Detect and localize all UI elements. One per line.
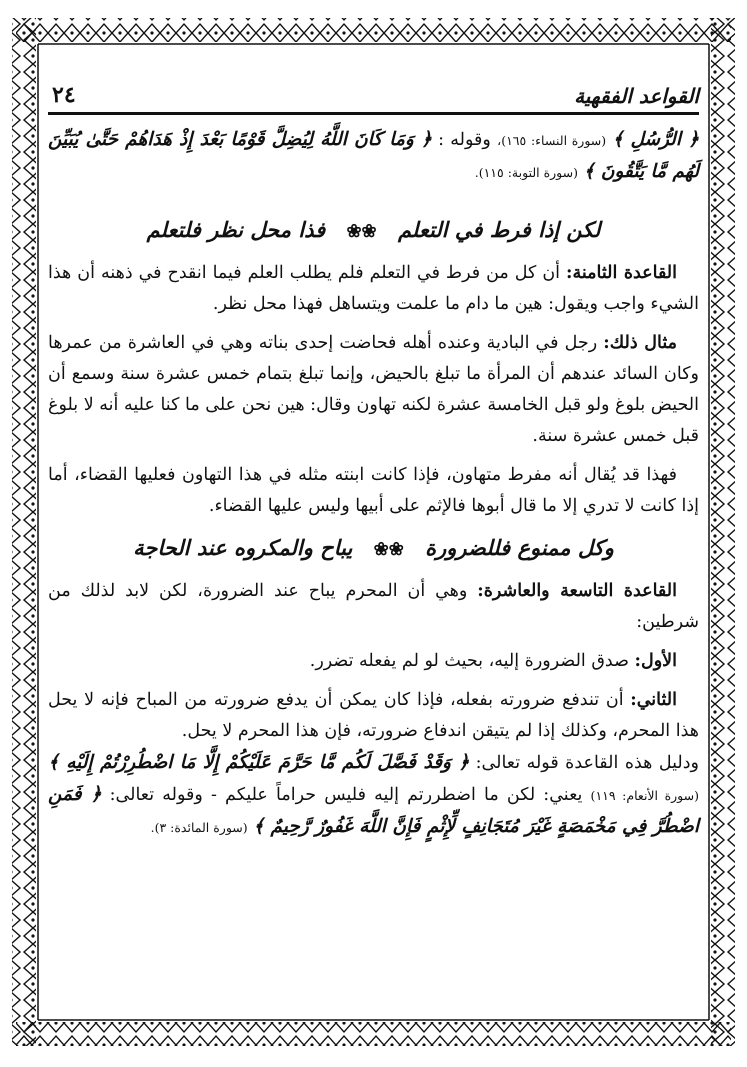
header-title: القواعد الفقهية xyxy=(574,84,699,108)
paragraph-text: صدق الضرورة إليه، بحيث لو لم يفعله تضرر. xyxy=(309,651,635,671)
flower-separator-icon: ❀❀ xyxy=(373,539,404,560)
condition-label: الأول: xyxy=(634,651,677,671)
paragraph-text: رجل في البادية وعنده أهله فحاضت إحدى بناته وهي في العاشرة من عمرها وكان السائد عندهم أن المرأة ما تبلغ بالحيض، وإنما تبلغ بتمام خمس عشرة سنة وسمع أن الحيض بلوغ ولو قبل الخامسة عشرة لكنه تهاون وقال: هين نحن على ما كنا عليه أنه لا بلوغ قبل خمس عشرة سنة. xyxy=(48,333,699,446)
paragraph-text: أن تندفع ضرورته بفعله، فإذا كان يمكن أن يدفع ضرورته من المباح فإنه لا يحل هذا المحرم، وكذلك إذا لم يتيقن اندفاع ضرورته، فإن هذا المحرم لا يحل. xyxy=(48,690,699,741)
poem-hemistich: فذا محل نظر فلتعلم xyxy=(146,217,326,242)
condition-first xyxy=(48,646,699,677)
page-number: ٢٤ xyxy=(52,82,76,108)
example-paragraph xyxy=(48,328,699,452)
page-header xyxy=(48,82,699,115)
page-body xyxy=(48,124,699,843)
rule-label: القاعدة الثامنة: xyxy=(566,263,677,283)
paragraph-text: أن كل من فرط في التعلم فلم يطلب العلم فيما انقدح في ذهنه أن هذا الشيء واجب ويقول: هين ما دام ما علمت ويتساهل فهذا محل نظر. xyxy=(48,263,699,314)
poem-line xyxy=(48,528,699,570)
verse-reference: (سورة النساء: ١٦٥)، xyxy=(497,133,607,148)
evidence-paragraph xyxy=(48,747,699,843)
poem-hemistich: وكل ممنوع فللضرورة xyxy=(425,535,614,560)
paragraph-verses-intro xyxy=(48,124,699,188)
quran-verse: ﴿ فَمَنِ اضْطُرَّ فِي مَخْمَصَةٍ غَيْرَ مُتَجَانِفٍ لِّإِثْمٍ فَإِنَّ اللَّهَ غَفُورٌ رَّحِيمٌ ﴾ xyxy=(48,784,699,837)
verse-reference: (سورة المائدة: ٣). xyxy=(150,820,248,835)
poem-line xyxy=(48,210,699,252)
rule-nine-ten xyxy=(48,576,699,638)
example-label: مثال ذلك: xyxy=(603,333,677,353)
paragraph-text: وهي أن المحرم يباح عند الضرورة، لكن لابد لذلك من شرطين: xyxy=(48,581,699,632)
verse-reference: (سورة التوبة: ١١٥). xyxy=(474,165,578,180)
condition-second xyxy=(48,685,699,747)
flower-separator-icon: ❀❀ xyxy=(346,221,377,242)
poem-hemistich: يباح والمكروه عند الحاجة xyxy=(133,535,353,560)
paragraph-text: ودليل هذه القاعدة قوله تعالى: xyxy=(469,753,699,773)
paragraph: فهذا قد يُقال أنه مفرط متهاون، فإذا كانت ابنته مثله في هذا التهاون فعليها القضاء، أما إذا كانت لا تدري إلا ما قال أبوها فالإثم على أبيها وليس عليها القضاء. xyxy=(48,465,699,516)
rule-label: القاعدة التاسعة والعاشرة: xyxy=(477,581,677,601)
quran-verse: ﴿ وَمَا كَانَ اللَّهُ لِيُضِلَّ قَوْمًا بَعْدَ إِذْ هَدَاهُمْ حَتَّىٰ يُبَيِّنَ لَهُم مَّا يَتَّقُونَ ﴾ xyxy=(48,129,699,182)
quran-verse: ﴿ وَقَدْ فَصَّلَ لَكُم مَّا حَرَّمَ عَلَيْكُمْ إِلَّا مَا اضْطُرِرْتُمْ إِلَيْهِ ﴾ xyxy=(48,752,470,773)
verse-reference: (سورة الأنعام: ١١٩) xyxy=(590,788,699,803)
paragraph-text: وقوله : xyxy=(431,130,491,150)
quran-verse: ﴿ الرُّسُلِ ﴾ xyxy=(612,129,699,150)
poem-hemistich: لكن إذا فرط في التعلم xyxy=(397,217,601,242)
rule-eight xyxy=(48,258,699,320)
paragraph-text: يعني: لكن ما اضطررتم إليه فليس حراماً عليكم - وقوله تعالى: xyxy=(101,785,583,805)
condition-label: الثاني: xyxy=(630,690,677,710)
